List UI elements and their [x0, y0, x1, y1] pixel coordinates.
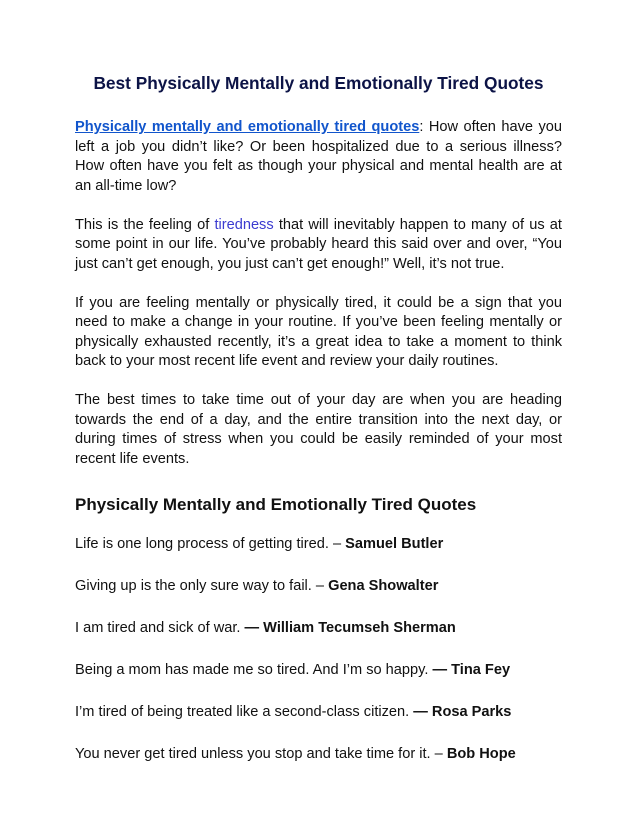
quote-item: [75, 745, 562, 765]
quote-author: — William Tecumseh Sherman: [244, 620, 456, 636]
quote-item: [75, 619, 562, 639]
quote-author: Gena Showalter: [328, 578, 439, 594]
best-times-paragraph: The best times to take time out of your day are when you are heading towards the end of a day, and the entire transition into the next day, or during times of stress when you could be easily reminded of your most recent life events.: [75, 392, 562, 467]
quote-text: Giving up is the only sure way to fail. –: [75, 578, 329, 594]
document-page: [75, 72, 562, 765]
quote-item: [75, 577, 562, 597]
tired-quotes-link[interactable]: Physically mentally and emotionally tired quotes: [75, 119, 420, 135]
section-heading: Physically Mentally and Emotionally Tired Quotes: [75, 495, 477, 514]
tiredness-paragraph: [75, 216, 562, 275]
quote-text: I am tired and sick of war.: [75, 620, 245, 636]
quote-text: I’m tired of being treated like a second-class citizen.: [75, 704, 414, 720]
quote-author: Samuel Butler: [345, 536, 444, 552]
quote-text: Life is one long process of getting tired. –: [75, 536, 346, 552]
quote-item: [75, 703, 562, 723]
intro-paragraph: [75, 118, 562, 196]
quote-item: [75, 661, 562, 681]
intro-text: : How often have you left a job you didn’t like? Or been hospitalized due to a serious illness? How often have you felt as though your physical and mental health are at an all-time low?: [75, 119, 562, 194]
tiredness-keyword: tiredness: [214, 216, 274, 233]
quote-author: Bob Hope: [446, 746, 516, 762]
quote-item: [75, 535, 562, 555]
routine-paragraph: If you are feeling mentally or physically tired, it could be a sign that you need to make a change in your routine. If you’ve been feeling mentally or physically exhausted recently, it’s a great idea to take a moment to think back to your most recent life event and review your daily routines.: [75, 294, 562, 369]
quote-text: You never get tired unless you stop and take time for it. –: [75, 746, 447, 762]
tiredness-paragraph-start: This is the feeling of: [75, 216, 215, 233]
quote-text: Being a mom has made me so tired. And I’m so happy.: [75, 662, 433, 678]
page-title: Best Physically Mentally and Emotionally Tired Quotes: [93, 73, 544, 93]
quote-author: — Tina Fey: [432, 662, 511, 678]
quote-author: — Rosa Parks: [413, 704, 512, 720]
tiredness-paragraph-end: that will inevitably happen to many of us at some point in our life. You’ve probably heard this said over and over, “You just can’t get enough, you just can’t get enough!” Well, it’s not true.: [75, 216, 562, 272]
